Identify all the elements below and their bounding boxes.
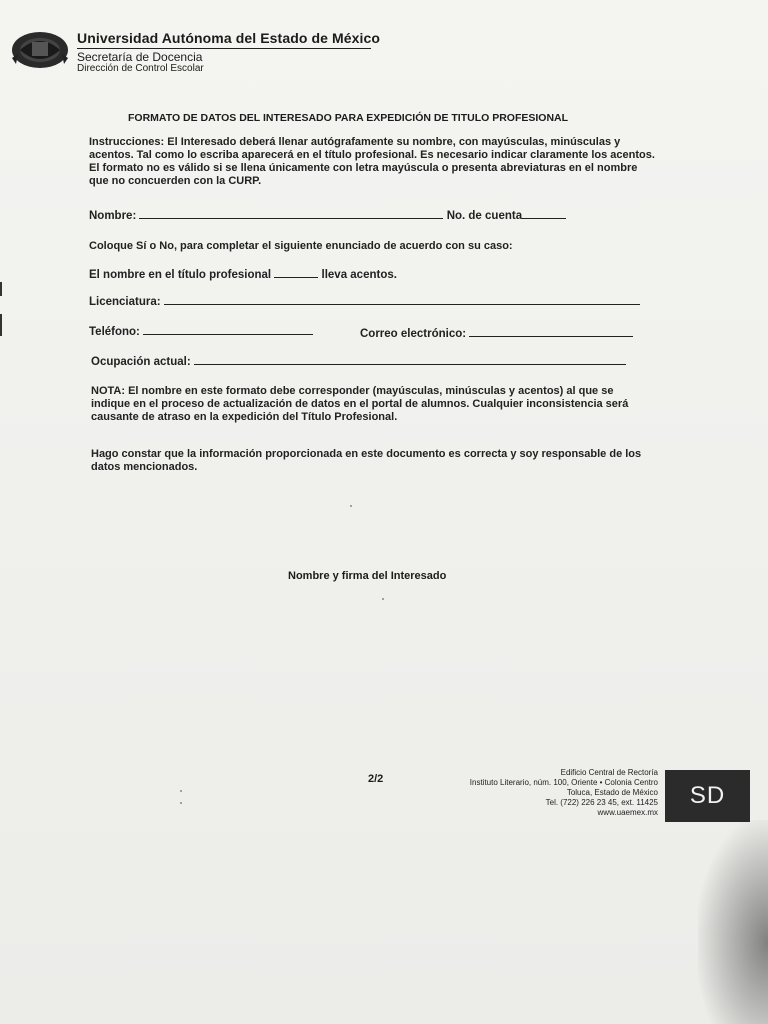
correo-label: Correo electrónico:	[360, 328, 467, 340]
telefono-row	[89, 324, 313, 338]
scan-speck	[180, 790, 182, 792]
correo-row	[360, 326, 633, 340]
nota-text: NOTA: El nombre en este formato debe corresponder (mayúsculas, minúsculas y acentos) al que se indique en el proceso de actualización de datos en el portal de alumnos. Cualquier inconsistencia será causante de atraso en la expedición del Título Profesional.	[91, 385, 629, 423]
address-line: Toluca, Estado de México	[566, 788, 658, 797]
instructions-block	[89, 136, 659, 188]
ocupacion-label: Ocupación actual:	[91, 356, 191, 368]
scan-speck	[180, 802, 182, 804]
no-cuenta-field[interactable]	[522, 208, 566, 219]
document-title: FORMATO DE DATOS DEL INTERESADO PARA EXPEDICIÓN DE TITULO PROFESIONAL	[128, 112, 569, 124]
address-line: Tel. (722) 226 23 45, ext. 11425	[545, 798, 658, 807]
margin-mark	[0, 314, 2, 336]
nombre-row	[89, 208, 566, 222]
direccion-name: Dirección de Control Escolar	[77, 63, 204, 74]
secretaria-name: Secretaría de Docencia	[77, 50, 203, 64]
margin-mark	[0, 282, 2, 296]
address-line: Instituto Literario, núm. 100, Oriente • Colonia Centro	[469, 778, 658, 787]
titulo-row	[89, 267, 397, 281]
address-line: Edificio Central de Rectoría	[560, 768, 658, 777]
signature-label: Nombre y firma del Interesado	[288, 570, 447, 582]
telefono-label: Teléfono:	[89, 326, 140, 338]
nombre-label: Nombre:	[89, 210, 137, 222]
scan-speck	[350, 505, 352, 507]
titulo-prefix: El nombre en el título profesional	[89, 269, 272, 281]
page-number: 2/2	[368, 773, 384, 785]
titulo-suffix: lleva acentos.	[321, 269, 397, 281]
university-name: Universidad Autónoma del Estado de México	[77, 30, 381, 46]
coloque-text: Coloque Sí o No, para completar el siguiente enunciado de acuerdo con su caso:	[89, 240, 513, 252]
licenciatura-field[interactable]	[164, 294, 640, 305]
nombre-field[interactable]	[139, 208, 443, 219]
page-shadow	[698, 820, 768, 1024]
correo-field[interactable]	[469, 326, 633, 337]
acentos-field[interactable]	[274, 267, 318, 278]
licenciatura-label: Licenciatura:	[89, 296, 161, 308]
licenciatura-row	[89, 294, 640, 308]
telefono-field[interactable]	[143, 324, 313, 335]
secretaria-logo	[665, 770, 750, 822]
logo-text: SD	[689, 782, 726, 809]
scan-speck	[382, 598, 384, 600]
address-line: www.uaemex.mx	[597, 808, 658, 817]
university-seal-icon	[10, 28, 70, 72]
footer-address	[418, 768, 658, 818]
instructions-label: Instrucciones:	[89, 136, 165, 148]
declaracion-text: Hago constar que la información proporcionada en este documento es correcta y soy responsable de los datos mencionados.	[91, 448, 642, 473]
no-cuenta-label: No. de cuenta	[446, 210, 523, 222]
header-rule	[77, 48, 371, 49]
ocupacion-field[interactable]	[194, 354, 626, 365]
ocupacion-row	[91, 354, 626, 368]
instructions-text: El Interesado deberá llenar autógrafamente su nombre, con mayúsculas, minúsculas y acentos. Tal como lo escriba aparecerá en el título profesional. Es necesario indicar claramente los acentos. El formato no es válido si se llena únicamente con letra mayúscula o presenta abreviaturas en el nombre que no concuerden con la CURP.	[89, 136, 655, 187]
